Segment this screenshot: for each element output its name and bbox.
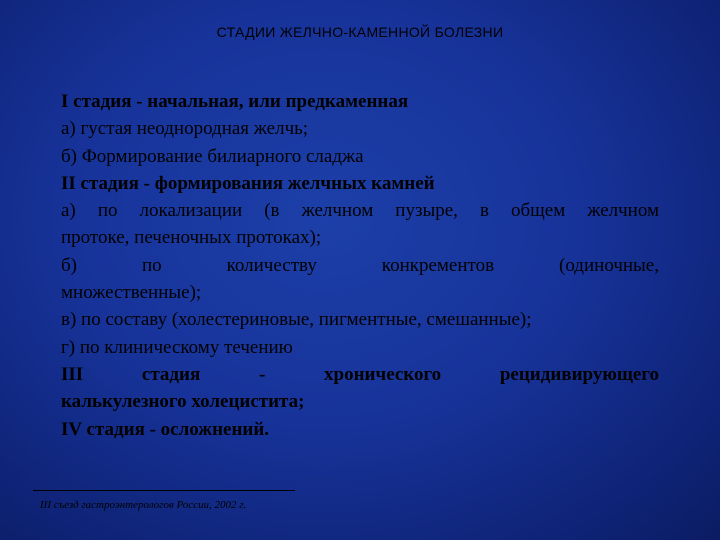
stage-1-heading: I стадия - начальная, или предкаменная — [61, 91, 409, 112]
stage-3-heading-line-2: калькулезного холецистита; — [61, 391, 305, 413]
stage-3-heading-line-1: III стадия - хронического рецидивирующего — [61, 363, 659, 385]
stage-2-item-b-line-1: б) по количеству конкрементов (одиночные, — [61, 254, 659, 276]
stage-2-item-c: в) по составу (холестериновые, пигментные, смешанные); — [61, 309, 532, 331]
stages-list — [61, 88, 659, 443]
stage-2-heading: II стадия - формирования желчных камней — [61, 172, 435, 194]
slide-title: СТАДИИ ЖЕЛЧНО-КАМЕННОЙ БОЛЕЗНИ — [216, 24, 504, 40]
stage-2-item-b-line-2: множественные); — [61, 282, 202, 304]
footnote-divider — [33, 490, 295, 491]
stage-2-item-d: г) по клиническому течению — [61, 336, 293, 358]
stage-4-heading: IV стадия - осложнений. — [61, 418, 270, 440]
stage-2-item-a-line-1: а) по локализации (в желчном пузыре, в общем желчном — [61, 200, 659, 222]
stage-1-item-b: б) Формирование билиарного сладжа — [61, 145, 364, 167]
stage-2-item-a-line-2: протоке, печеночных протоках); — [61, 227, 322, 249]
stage-1-item-a: а) густая неоднородная желчь; — [61, 118, 309, 140]
footnote-source: III съезд гастроэнтерологов России, 2002 г. — [40, 499, 247, 511]
